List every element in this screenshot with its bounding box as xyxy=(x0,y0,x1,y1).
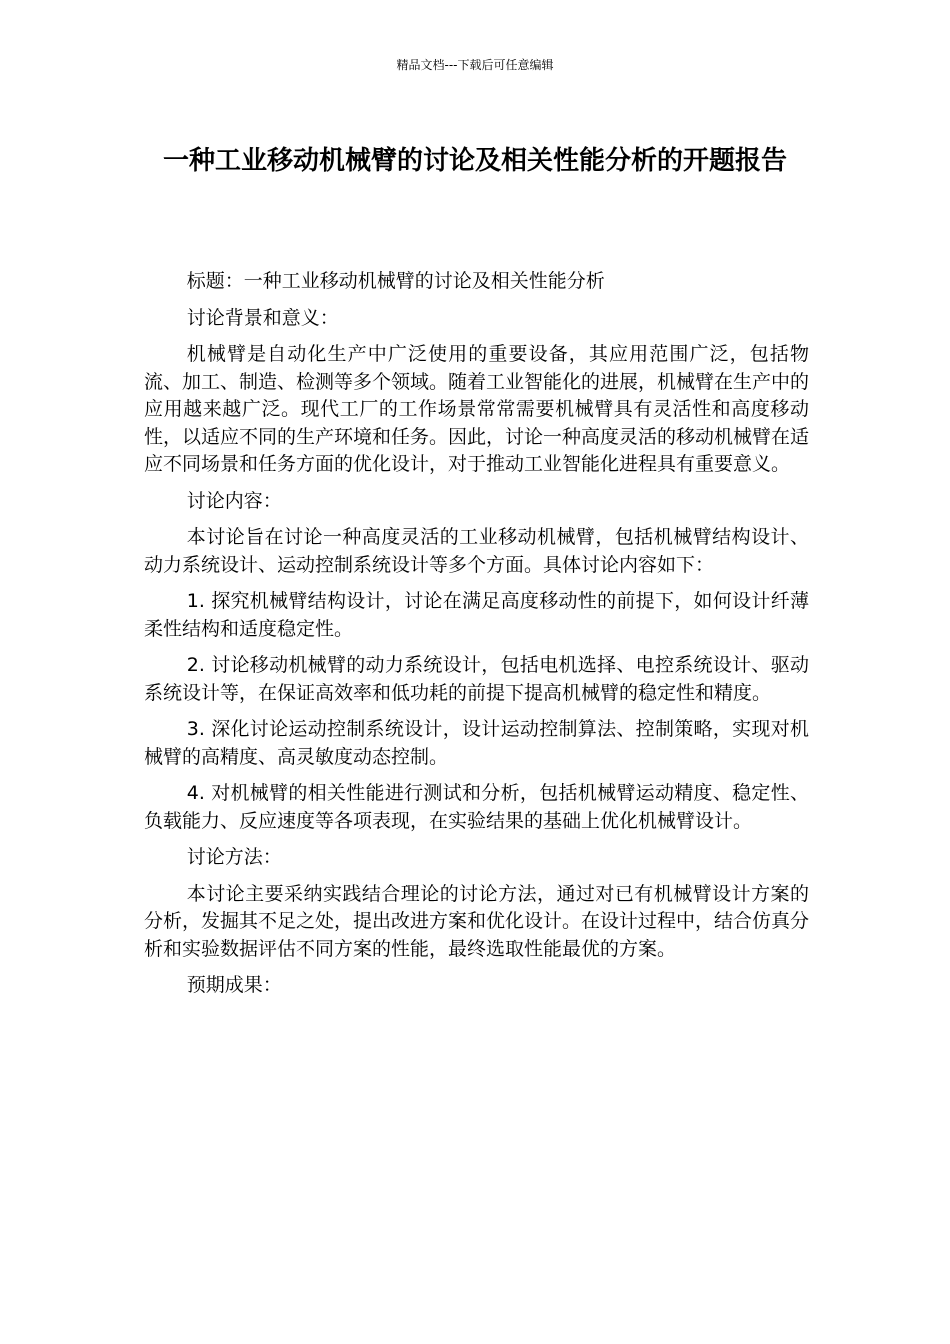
content-item-3: 3. 深化讨论运动控制系统设计，设计运动控制算法、控制策略，实现对机械臂的高精度、高灵敏度动态控制。 xyxy=(144,718,809,768)
content-item-1: 1. 探究机械臂结构设计，讨论在满足高度移动性的前提下，如何设计纤薄柔性结构和适度稳定性。 xyxy=(144,590,809,640)
document-body xyxy=(144,268,809,1009)
background-paragraph: 机械臂是自动化生产中广泛使用的重要设备，其应用范围广泛，包括物流、加工、制造、检测等多个领域。随着工业智能化的进展，机械臂在生产中的应用越来越广泛。现代工厂的工作场景常常需要机械臂具有灵活性和高度移动性，以适应不同的生产环境和任务。因此，讨论一种高度灵活的移动机械臂在适应不同场景和任务方面的优化设计，对于推动工业智能化进程具有重要意义。 xyxy=(144,343,810,475)
section-heading-content: 讨论内容： xyxy=(186,489,282,512)
section-heading-method: 讨论方法： xyxy=(186,846,282,868)
section-heading-outcome: 预期成果： xyxy=(186,974,282,996)
page-header: 精品文档---下载后可任意编辑 xyxy=(396,58,554,72)
method-paragraph: 本讨论主要采纳实践结合理论的讨论方法，通过对已有机械臂设计方案的分析，发掘其不足之处，提出改进方案和优化设计。在设计过程中，结合仿真分析和实验数据评估不同方案的性能，最终选取性能最优的方案。 xyxy=(144,882,810,960)
section-heading-background: 讨论背景和意义： xyxy=(186,306,339,329)
content-intro-paragraph: 本讨论旨在讨论一种高度灵活的工业移动机械臂，包括机械臂结构设计、动力系统设计、运动控制系统设计等多个方面。具体讨论内容如下： xyxy=(144,526,809,576)
document-title: 一种工业移动机械臂的讨论及相关性能分析的开题报告 xyxy=(162,146,787,176)
content-item-4: 4. 对机械臂的相关性能进行测试和分析，包括机械臂运动精度、稳定性、负载能力、反应速度等各项表现，在实验结果的基础上优化机械臂设计。 xyxy=(144,782,809,832)
content-item-2: 2. 讨论移动机械臂的动力系统设计，包括电机选择、电控系统设计、驱动系统设计等，在保证高效率和低功耗的前提下提高机械臂的稳定性和精度。 xyxy=(144,654,809,704)
title-line: 标题：一种工业移动机械臂的讨论及相关性能分析 xyxy=(186,270,605,292)
